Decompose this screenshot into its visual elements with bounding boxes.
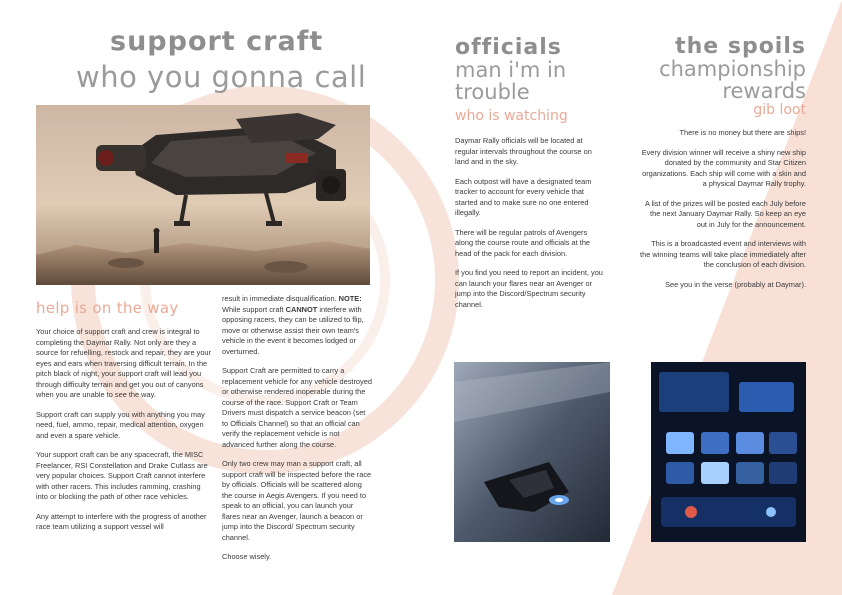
spoils-paragraph: There is no money but there are ships! <box>679 128 806 137</box>
officials-text <box>455 136 607 319</box>
support-text-column-right <box>222 294 372 572</box>
support-text-column-left <box>36 327 212 542</box>
officials-title: officials <box>455 35 562 60</box>
spoils-title: the spoils <box>675 34 806 59</box>
support-paragraph: Choose wisely. <box>222 552 272 562</box>
spoils-accent: gib loot <box>753 102 806 118</box>
text-run: While support craft <box>222 304 286 314</box>
spoils-paragraph: This is a broadcasted event and interviews with the winning teams will take place immediately after the conclusion of each division. <box>640 239 806 270</box>
cannot-emphasis: CANNOT <box>285 304 318 314</box>
officials-paragraph: There will be regular patrols of Avengers along the course route and officials at the head of the pack for each division. <box>455 227 591 258</box>
spoils-subtitle-line: championship <box>659 57 806 81</box>
support-paragraph: Any attempt to interfere with the progress of another race team utilizing a support vessel will <box>36 511 207 532</box>
support-paragraph: Support craft can supply you with anything you may need, fuel, ammo, repair, medical attention, oxygen and even a spare vehicle. <box>36 409 205 440</box>
support-craft-title: support craft <box>110 26 324 57</box>
text-run: interfere with opposing racers, they can be utilized to flip, move or otherwise assist their own team's vehicle in the event it becomes lodged or overturned. <box>222 304 364 356</box>
support-paragraph: Support Craft are permitted to carry a replacement vehicle for any vehicle destroyed or otherwise rendered inoperable during the course of the race. Support Craft or Team Drivers must dispatch a service beacon (set to Officials Channel) so that an official can verify the replacement vehicle is not advanced further along the course. <box>222 366 372 449</box>
cockpit-controls-image <box>651 362 806 542</box>
officials-paragraph: Daymar Rally officials will be located at regular intervals throughout the course on land and in the sky. <box>455 136 592 167</box>
hero-spacecraft-image <box>36 105 370 285</box>
officials-paragraph: If you find you need to report an incident, you can launch your flares near an Avenger or jump into the Discord/Spectrum security channel. <box>455 268 603 309</box>
support-paragraph-disqualification <box>222 294 372 357</box>
officials-accent: who is watching <box>455 108 568 124</box>
spoils-subtitle <box>606 58 806 102</box>
officials-paragraph: Each outpost will have a designated team tracker to account for every vehicle that started and to make sure no one entered illegally. <box>455 176 592 218</box>
spoils-text <box>640 128 806 299</box>
avenger-ship-image <box>454 362 610 542</box>
text-run: result in immediate disqualification. <box>222 294 339 303</box>
spoils-paragraph: A list of the prizes will be posted each July before the next January Daymar Rally. So keep an eye out in July for the announcement. <box>644 198 806 229</box>
help-section-heading: help is on the way <box>36 299 179 317</box>
note-label: NOTE: <box>338 294 362 303</box>
spoils-paragraph: Every division winner will receive a shiny new ship donated by the community and Star Citizen organizations. Each ship will come with a skin and a physical Daymar Rally trophy. <box>641 147 806 189</box>
spoils-paragraph: See you in the verse (probably at Daymar). <box>665 279 806 289</box>
support-craft-subtitle: who you gonna call <box>76 60 367 94</box>
support-paragraph: Your choice of support craft and crew is integral to completing the Daymar Rally. Not only are they a source for refuelling, restock and repair, they are your eyes and ears when traversing difficult terrain. In the pitch black of night, your support craft will lead you through difficulty terrain and get you out of canyons when you are unable to see the way. <box>36 327 212 400</box>
support-paragraph: Your support craft can be any spacecraft, the MISC Freelancer, RSI Constellation and Drake Cutlass are very popular choices. Support Craft cannot interfere with other racers. This includes ramming, crashing into or blocking the path of other race vehicles. <box>36 450 208 502</box>
support-paragraph: Only two crew may man a support craft, all support craft will be inspected before the race by officials. Officials will be scattered along the course in Aegis Avengers. If you need to speak to an official, you can launch your flares near an Avenger, launch a beacon or jump into the Discord/ Spectrum security channel. <box>222 459 372 542</box>
spoils-subtitle-line: rewards <box>722 79 806 104</box>
officials-subtitle: man i'm in trouble <box>455 58 567 105</box>
